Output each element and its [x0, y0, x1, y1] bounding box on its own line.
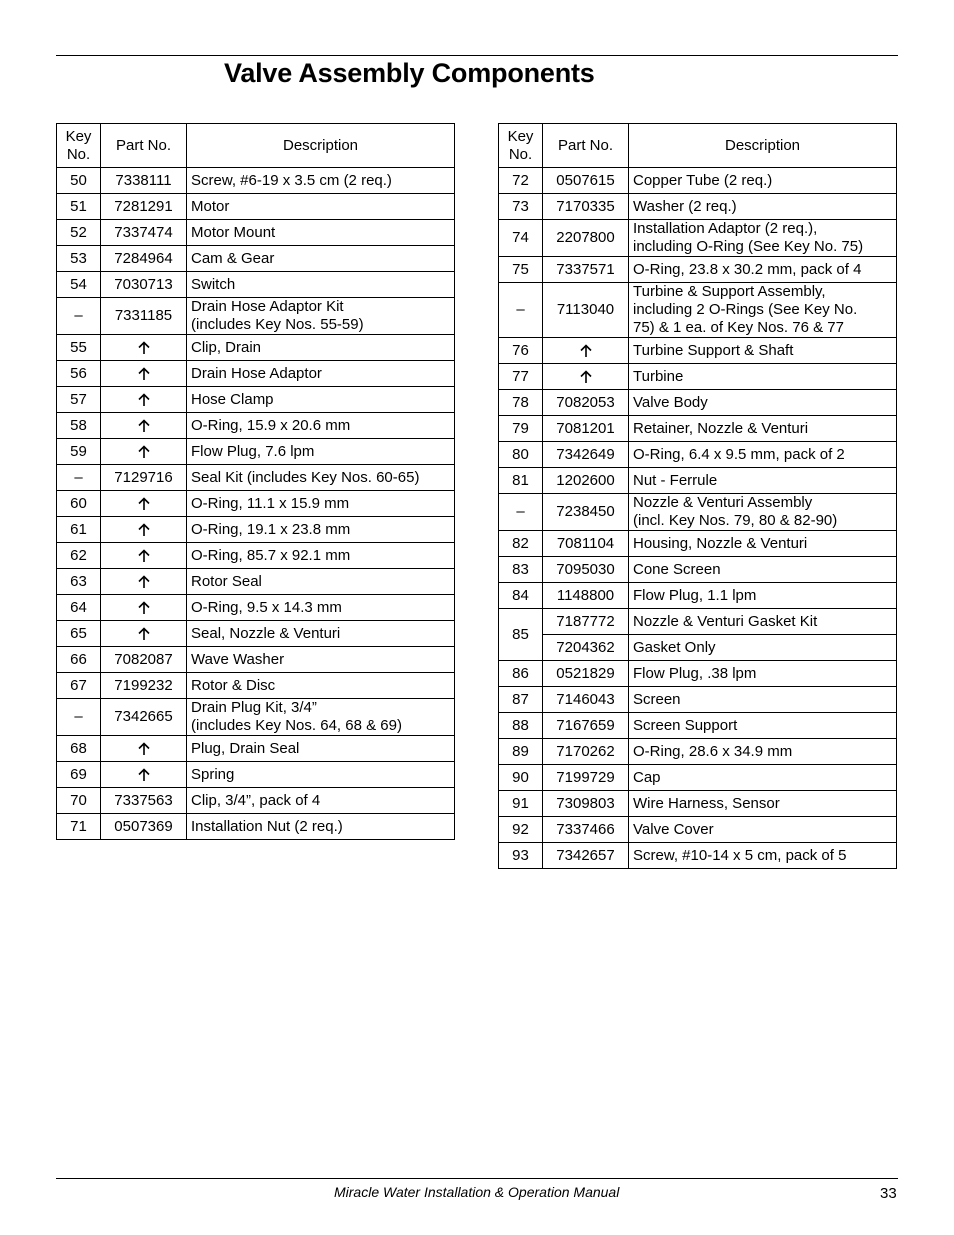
up-arrow-icon	[136, 626, 152, 642]
description-cell: Housing, Nozzle & Venturi	[629, 531, 897, 557]
description-cell: O-Ring, 6.4 x 9.5 mm, pack of 2	[629, 442, 897, 468]
part-no-cell	[101, 439, 187, 465]
key-no-cell: 68	[57, 736, 101, 762]
table-row	[57, 361, 455, 387]
part-no-cell: 7331185	[101, 298, 187, 335]
part-no-cell: 7342665	[101, 699, 187, 736]
key-no-cell: –	[499, 283, 543, 338]
table-row	[57, 413, 455, 439]
column-header-description: Description	[629, 124, 897, 168]
key-no-cell: 77	[499, 364, 543, 390]
part-no-cell: 7199232	[101, 673, 187, 699]
part-no-cell	[101, 387, 187, 413]
description-cell: Flow Plug, .38 lpm	[629, 661, 897, 687]
table-row	[499, 687, 897, 713]
key-no-cell: 59	[57, 439, 101, 465]
part-no-cell: 7187772	[543, 609, 629, 635]
table-row	[499, 531, 897, 557]
description-cell: O-Ring, 23.8 x 30.2 mm, pack of 4	[629, 257, 897, 283]
up-arrow-icon	[136, 574, 152, 590]
table-row	[499, 494, 897, 531]
description-cell: Gasket Only	[629, 635, 897, 661]
part-no-cell	[543, 338, 629, 364]
description-cell: Turbine & Support Assembly, including 2 O-Rings (See Key No. 75) & 1 ea. of Key Nos. 76 & 77	[629, 283, 897, 338]
table-row	[499, 168, 897, 194]
table-row	[57, 439, 455, 465]
description-cell: Retainer, Nozzle & Venturi	[629, 416, 897, 442]
description-cell: Nut - Ferrule	[629, 468, 897, 494]
parts-table-left	[56, 123, 455, 840]
table-row	[499, 765, 897, 791]
description-cell: O-Ring, 85.7 x 92.1 mm	[187, 543, 455, 569]
description-cell: Clip, 3/4”, pack of 4	[187, 788, 455, 814]
key-no-cell: 64	[57, 595, 101, 621]
up-arrow-icon	[136, 548, 152, 564]
up-arrow-icon	[136, 366, 152, 382]
key-no-cell: 71	[57, 814, 101, 840]
part-no-cell	[101, 736, 187, 762]
part-no-cell: 7342657	[543, 843, 629, 869]
description-cell: Motor Mount	[187, 220, 455, 246]
key-no-cell: 62	[57, 543, 101, 569]
footer-manual-title: Miracle Water Installation & Operation Manual	[334, 1184, 620, 1200]
description-cell: Installation Adaptor (2 req.), including O-Ring (See Key No. 75)	[629, 220, 897, 257]
table-row	[499, 583, 897, 609]
table-row	[499, 557, 897, 583]
key-no-cell: 66	[57, 647, 101, 673]
part-no-cell	[101, 569, 187, 595]
key-no-cell: 91	[499, 791, 543, 817]
table-row	[57, 736, 455, 762]
key-no-cell: –	[57, 699, 101, 736]
table-row	[57, 699, 455, 736]
part-no-cell: 7081201	[543, 416, 629, 442]
part-no-cell: 7081104	[543, 531, 629, 557]
table-row	[499, 791, 897, 817]
table-row	[499, 283, 897, 338]
description-cell: O-Ring, 11.1 x 15.9 mm	[187, 491, 455, 517]
table-row	[499, 220, 897, 257]
key-no-cell: 53	[57, 246, 101, 272]
description-cell: Nozzle & Venturi Assembly (incl. Key Nos. 79, 80 & 82-90)	[629, 494, 897, 531]
part-no-cell: 0521829	[543, 661, 629, 687]
up-arrow-icon	[136, 741, 152, 757]
key-no-cell: 72	[499, 168, 543, 194]
table-row	[57, 246, 455, 272]
table-row	[499, 338, 897, 364]
table-row	[499, 817, 897, 843]
part-no-cell: 7337474	[101, 220, 187, 246]
part-no-cell: 0507615	[543, 168, 629, 194]
key-no-cell: 63	[57, 569, 101, 595]
key-no-cell: 76	[499, 338, 543, 364]
description-cell: Turbine	[629, 364, 897, 390]
description-cell: O-Ring, 9.5 x 14.3 mm	[187, 595, 455, 621]
table-row	[499, 364, 897, 390]
key-no-cell: 74	[499, 220, 543, 257]
up-arrow-icon	[136, 496, 152, 512]
part-no-cell: 7337571	[543, 257, 629, 283]
top-rule	[56, 55, 898, 56]
key-no-cell: 55	[57, 335, 101, 361]
description-cell: O-Ring, 15.9 x 20.6 mm	[187, 413, 455, 439]
description-cell: Spring	[187, 762, 455, 788]
table-row	[57, 194, 455, 220]
description-cell: Drain Hose Adaptor Kit (includes Key Nos. 55-59)	[187, 298, 455, 335]
key-no-cell: 50	[57, 168, 101, 194]
table-row	[499, 416, 897, 442]
description-cell: Screw, #6-19 x 3.5 cm (2 req.)	[187, 168, 455, 194]
part-no-cell: 7337466	[543, 817, 629, 843]
table-row	[57, 168, 455, 194]
header-row	[57, 124, 455, 168]
table-row	[57, 673, 455, 699]
up-arrow-icon	[136, 767, 152, 783]
column-header-key-no: Key No.	[57, 124, 101, 168]
description-cell: Motor	[187, 194, 455, 220]
part-no-cell: 7170335	[543, 194, 629, 220]
key-no-cell: 81	[499, 468, 543, 494]
description-cell: Clip, Drain	[187, 335, 455, 361]
description-cell: Screen Support	[629, 713, 897, 739]
key-no-cell: 75	[499, 257, 543, 283]
part-no-cell	[101, 361, 187, 387]
key-no-cell: 65	[57, 621, 101, 647]
description-cell: Installation Nut (2 req.)	[187, 814, 455, 840]
footer-rule	[56, 1178, 898, 1179]
part-no-cell: 7167659	[543, 713, 629, 739]
description-cell: Wire Harness, Sensor	[629, 791, 897, 817]
part-no-cell	[101, 335, 187, 361]
up-arrow-icon	[136, 444, 152, 460]
key-no-cell: 57	[57, 387, 101, 413]
description-cell: O-Ring, 19.1 x 23.8 mm	[187, 517, 455, 543]
table-row	[57, 788, 455, 814]
part-no-cell	[101, 595, 187, 621]
description-cell: Seal Kit (includes Key Nos. 60-65)	[187, 465, 455, 491]
description-cell: Seal, Nozzle & Venturi	[187, 621, 455, 647]
part-no-cell: 7337563	[101, 788, 187, 814]
key-no-cell: 54	[57, 272, 101, 298]
table-row	[499, 661, 897, 687]
table-row	[499, 257, 897, 283]
description-cell: O-Ring, 28.6 x 34.9 mm	[629, 739, 897, 765]
part-no-cell: 7342649	[543, 442, 629, 468]
up-arrow-icon	[136, 418, 152, 434]
up-arrow-icon	[578, 369, 594, 385]
part-no-cell: 7082053	[543, 390, 629, 416]
part-no-cell	[101, 413, 187, 439]
table-row	[57, 762, 455, 788]
part-no-cell: 7170262	[543, 739, 629, 765]
parts-table-right	[498, 123, 897, 869]
column-header-part-no: Part No.	[543, 124, 629, 168]
key-no-cell: 86	[499, 661, 543, 687]
key-no-cell: 70	[57, 788, 101, 814]
description-cell: Plug, Drain Seal	[187, 736, 455, 762]
key-no-cell: 73	[499, 194, 543, 220]
table-row	[499, 739, 897, 765]
part-no-cell: 0507369	[101, 814, 187, 840]
description-cell: Drain Plug Kit, 3/4” (includes Key Nos. 64, 68 & 69)	[187, 699, 455, 736]
key-no-cell: 51	[57, 194, 101, 220]
part-no-cell: 7338111	[101, 168, 187, 194]
part-no-cell: 7129716	[101, 465, 187, 491]
key-no-cell: –	[57, 298, 101, 335]
key-no-cell: 82	[499, 531, 543, 557]
table-row	[57, 298, 455, 335]
column-header-key-no: Key No.	[499, 124, 543, 168]
part-no-cell	[101, 517, 187, 543]
description-cell: Rotor & Disc	[187, 673, 455, 699]
description-cell: Switch	[187, 272, 455, 298]
part-no-cell	[101, 543, 187, 569]
part-no-cell: 7281291	[101, 194, 187, 220]
table-row	[499, 468, 897, 494]
table-row	[57, 220, 455, 246]
key-no-cell: 79	[499, 416, 543, 442]
column-header-description: Description	[187, 124, 455, 168]
part-no-cell	[101, 762, 187, 788]
table-row	[57, 647, 455, 673]
key-no-cell: –	[499, 494, 543, 531]
key-no-cell: 80	[499, 442, 543, 468]
part-no-cell: 7030713	[101, 272, 187, 298]
table-row	[499, 194, 897, 220]
part-no-cell: 7082087	[101, 647, 187, 673]
key-no-cell: 89	[499, 739, 543, 765]
description-cell: Screen	[629, 687, 897, 713]
part-no-cell: 7199729	[543, 765, 629, 791]
description-cell: Cone Screen	[629, 557, 897, 583]
description-cell: Cam & Gear	[187, 246, 455, 272]
key-no-cell: 58	[57, 413, 101, 439]
part-no-cell: 7095030	[543, 557, 629, 583]
table-row	[57, 517, 455, 543]
header-row	[499, 124, 897, 168]
page-number: 33	[880, 1185, 897, 1202]
key-no-cell: 67	[57, 673, 101, 699]
description-cell: Rotor Seal	[187, 569, 455, 595]
table-row	[499, 635, 897, 661]
part-no-cell: 2207800	[543, 220, 629, 257]
key-no-cell: 85	[499, 609, 543, 661]
up-arrow-icon	[136, 522, 152, 538]
key-no-cell: 93	[499, 843, 543, 869]
table-row	[499, 713, 897, 739]
description-cell: Flow Plug, 1.1 lpm	[629, 583, 897, 609]
key-no-cell: 83	[499, 557, 543, 583]
part-no-cell	[543, 364, 629, 390]
table-row	[57, 465, 455, 491]
table-row	[57, 491, 455, 517]
description-cell: Screw, #10-14 x 5 cm, pack of 5	[629, 843, 897, 869]
part-no-cell: 7204362	[543, 635, 629, 661]
key-no-cell: 78	[499, 390, 543, 416]
description-cell: Copper Tube (2 req.)	[629, 168, 897, 194]
description-cell: Wave Washer	[187, 647, 455, 673]
table-row	[499, 609, 897, 635]
table-row	[57, 814, 455, 840]
part-no-cell: 7113040	[543, 283, 629, 338]
table-row	[499, 843, 897, 869]
description-cell: Drain Hose Adaptor	[187, 361, 455, 387]
up-arrow-icon	[136, 392, 152, 408]
part-no-cell: 1202600	[543, 468, 629, 494]
up-arrow-icon	[136, 600, 152, 616]
table-row	[57, 387, 455, 413]
part-no-cell: 7238450	[543, 494, 629, 531]
key-no-cell: 52	[57, 220, 101, 246]
part-no-cell: 1148800	[543, 583, 629, 609]
part-no-cell	[101, 621, 187, 647]
key-no-cell: 60	[57, 491, 101, 517]
page-title: Valve Assembly Components	[224, 58, 595, 88]
description-cell: Nozzle & Venturi Gasket Kit	[629, 609, 897, 635]
table-row	[57, 621, 455, 647]
description-cell: Turbine Support & Shaft	[629, 338, 897, 364]
description-cell: Hose Clamp	[187, 387, 455, 413]
table-row	[57, 272, 455, 298]
description-cell: Washer (2 req.)	[629, 194, 897, 220]
table-row	[57, 595, 455, 621]
key-no-cell: 87	[499, 687, 543, 713]
table-row	[57, 569, 455, 595]
up-arrow-icon	[578, 343, 594, 359]
table-row	[499, 442, 897, 468]
part-no-cell: 7284964	[101, 246, 187, 272]
key-no-cell: 92	[499, 817, 543, 843]
column-header-part-no: Part No.	[101, 124, 187, 168]
up-arrow-icon	[136, 340, 152, 356]
key-no-cell: 56	[57, 361, 101, 387]
part-no-cell: 7146043	[543, 687, 629, 713]
description-cell: Valve Cover	[629, 817, 897, 843]
key-no-cell: –	[57, 465, 101, 491]
key-no-cell: 90	[499, 765, 543, 791]
part-no-cell	[101, 491, 187, 517]
key-no-cell: 88	[499, 713, 543, 739]
table-row	[57, 543, 455, 569]
key-no-cell: 69	[57, 762, 101, 788]
table-row	[499, 390, 897, 416]
part-no-cell: 7309803	[543, 791, 629, 817]
description-cell: Flow Plug, 7.6 lpm	[187, 439, 455, 465]
table-row	[57, 335, 455, 361]
key-no-cell: 84	[499, 583, 543, 609]
key-no-cell: 61	[57, 517, 101, 543]
description-cell: Valve Body	[629, 390, 897, 416]
description-cell: Cap	[629, 765, 897, 791]
